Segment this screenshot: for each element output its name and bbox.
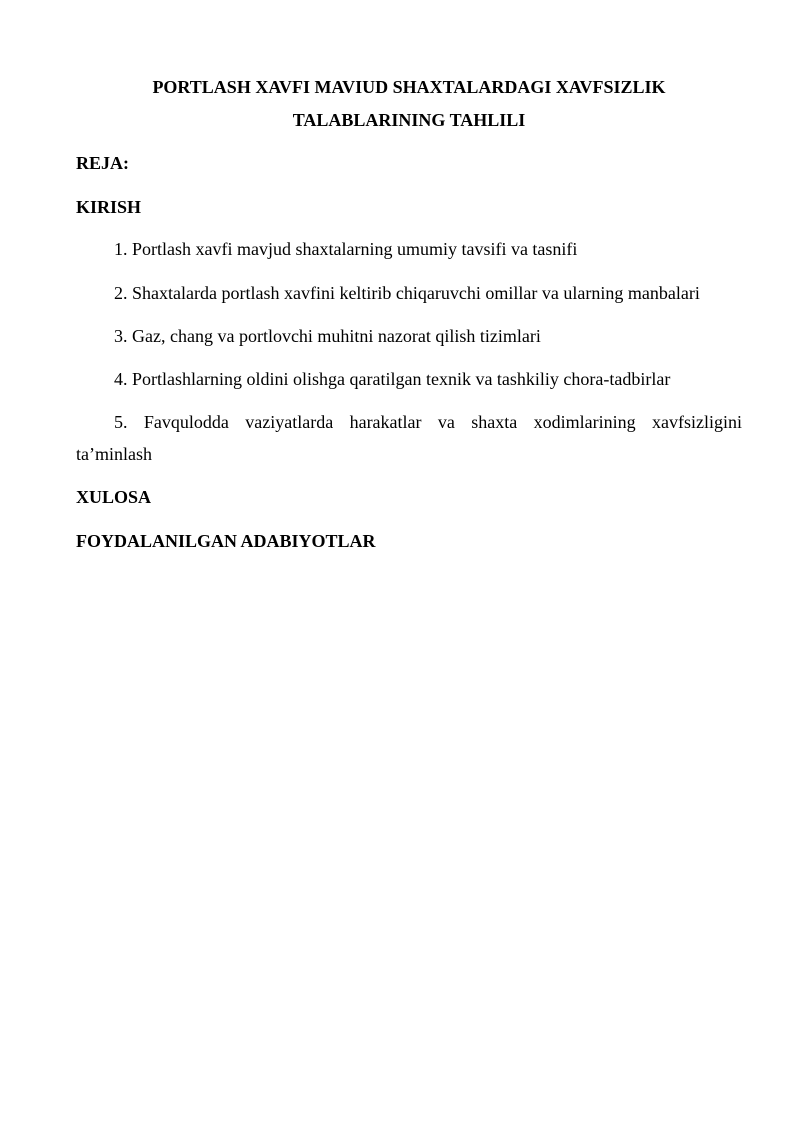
plan-item-4-text: 4. Portlashlarning oldini olishga qaratilgan texnik va tashkiliy chora-tadbirlar [114, 369, 671, 389]
plan-item-2 [76, 282, 742, 304]
plan-item-3-text: 3. Gaz, chang va portlovchi muhitni nazorat qilish tizimlari [114, 326, 541, 346]
plan-item-2-text: 2. Shaxtalarda portlash xavfini keltirib chiqaruvchi omillar va ularning manbalari [114, 283, 700, 303]
plan-item-1-text: 1. Portlash xavfi mavjud shaxtalarning umumiy tavsifi va tasnifi [114, 239, 578, 259]
conclusion-heading: XULOSA [76, 487, 152, 507]
plan-heading: REJA: [76, 153, 129, 173]
plan-item-1 [76, 238, 742, 260]
references-heading: FOYDALANILGAN ADABIYOTLAR [76, 531, 376, 551]
document-title-line-1: PORTLASH XAVFI MAVIUD SHAXTALARDAGI XAVFSIZLIK [152, 77, 666, 97]
intro-heading: KIRISH [76, 197, 142, 217]
plan-item-4 [76, 368, 742, 390]
plan-item-5-text-a: 5. Favqulodda vaziyatlarda harakatlar va shaxta xodimlarining xavfsizligini [114, 412, 742, 432]
plan-item-5-line-a [76, 411, 742, 433]
document-title-line-2: TALABLARINING TAHLILI [292, 110, 526, 130]
plan-item-3 [76, 325, 742, 347]
plan-item-5-line-b: ta’minlash [76, 444, 152, 464]
